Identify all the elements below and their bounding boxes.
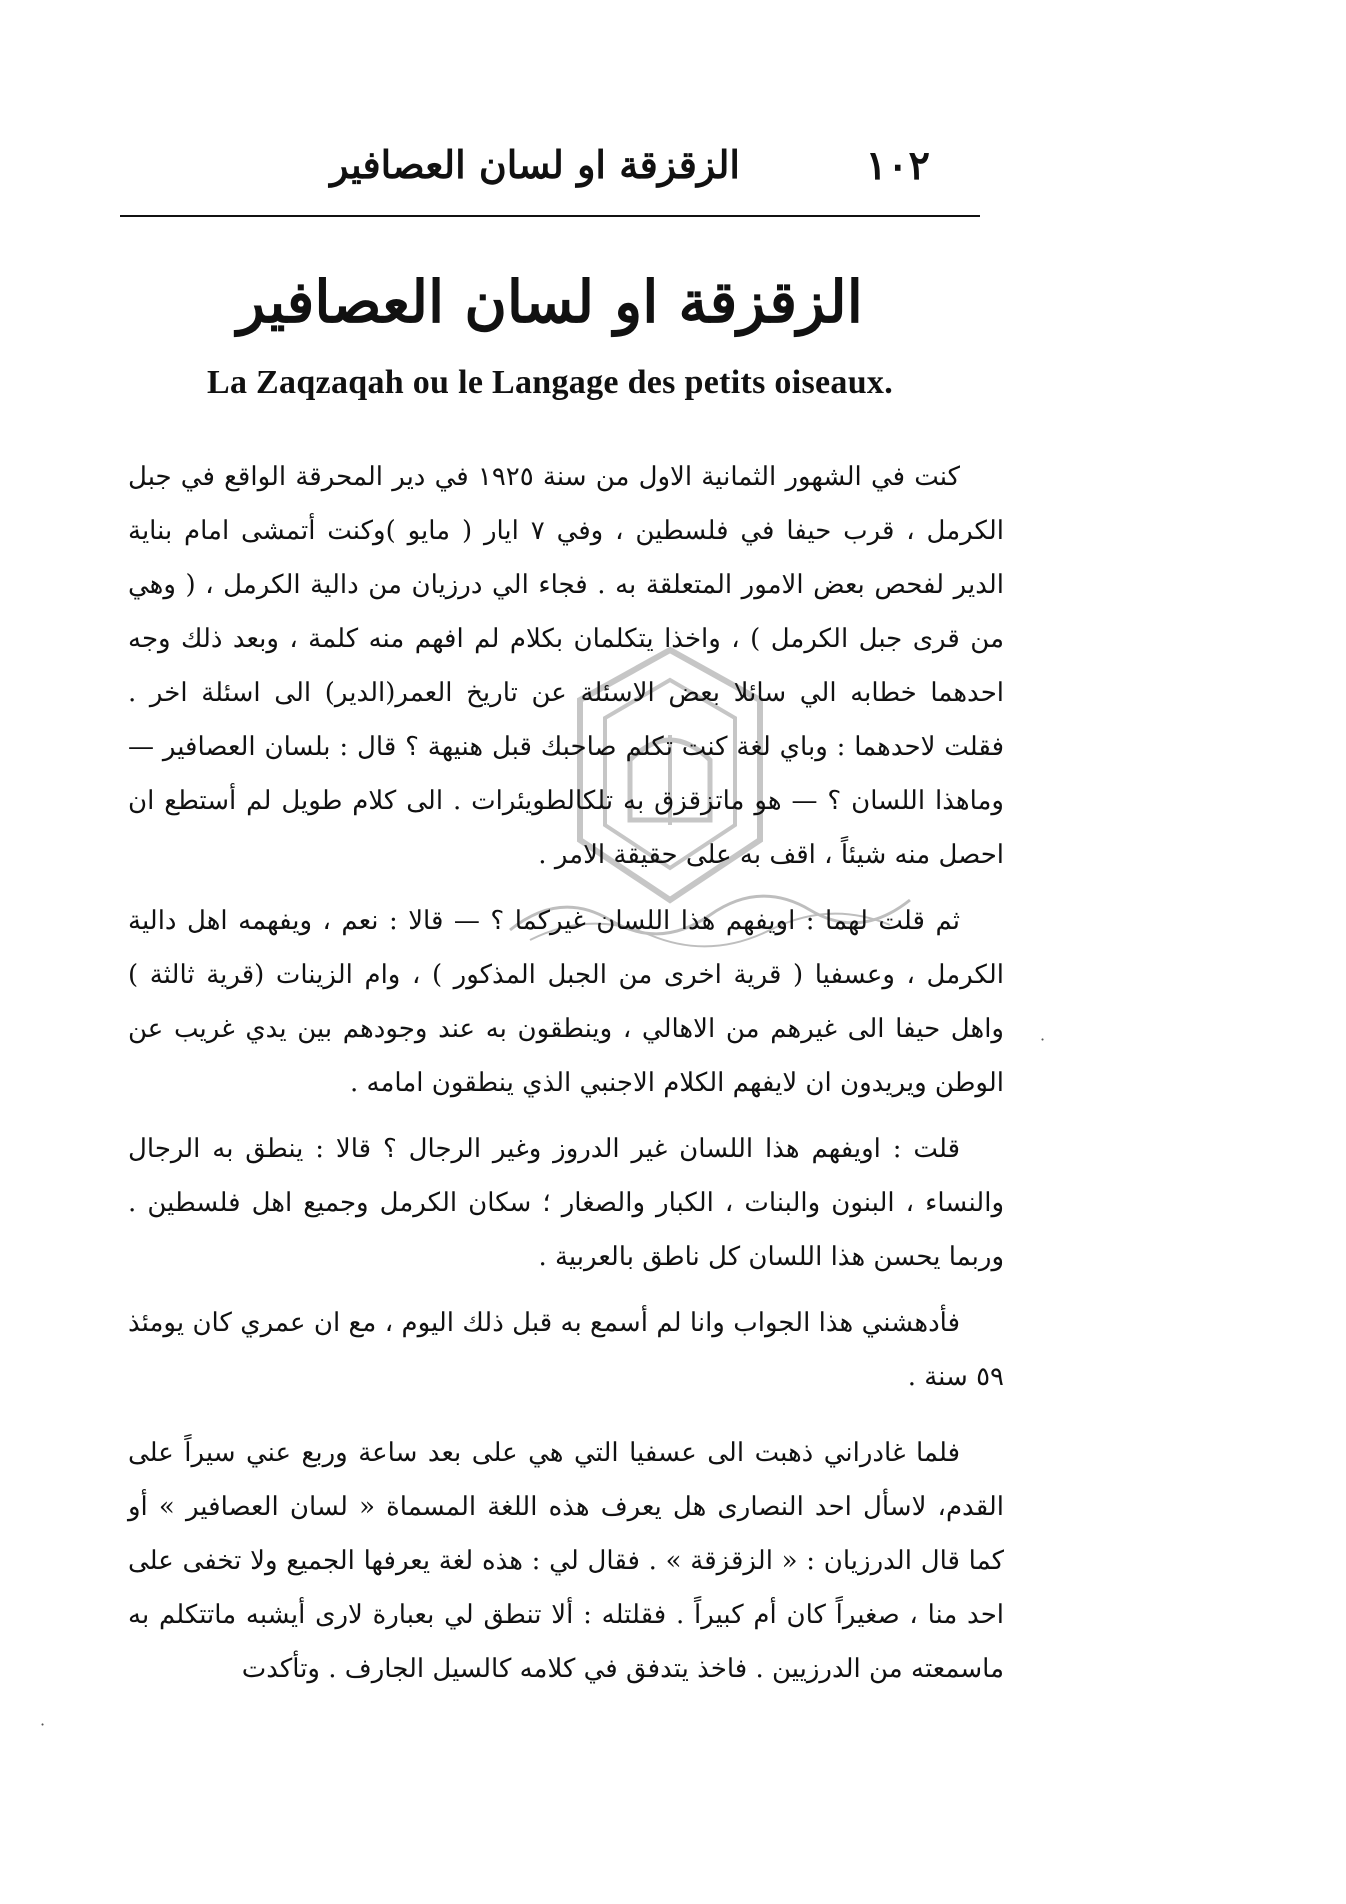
margin-mark: · xyxy=(40,1715,46,1734)
paragraph: فأدهشني هذا الجواب وانا لم أسمع به قبل ذلك اليوم ، مع ان عمري كان يومئذ ٥٩ سنة . xyxy=(128,1308,1004,1392)
paragraph: كنت في الشهور الثمانية الاول من سنة ١٩٢٥ في دير المحرقة الواقع في جبل الكرمل ، قرب حيفا في فلسطين ، وفي ٧ ايار ( مايو )وكنت أتمشى امام بناية الدير لفحص بعض الامور المتعلقة به . فجاء الي درزيان من دالية الكرمل ، ( وهي من قرى جبل الكرمل ) ، واخذا يتكلمان بكلام لم افهم منه كلمة ، وبعد ذلك وجه احدهما خطابه الي سائلا بعض الاسئلة عن تاريخ العمر(الدير) الى اسئلة اخر . فقلت لاحدهما : وباي لغة كنت تكلم صاحبك قبل هنيهة ؟ قال : بلسان العصافير — وماهذا اللسان ؟ — هو ماتزقزق به تلكالطويئرات . الى كلام طويل لم أستطع ان احصل منه شيئاً ، اقف به على حقيقة الامر . xyxy=(128,462,1005,870)
article-title-arabic: الزقزقة او لسان العصافير xyxy=(237,268,863,336)
margin-mark: · xyxy=(1040,1030,1046,1049)
running-title: الزقزقة او لسان العصافير xyxy=(330,142,740,187)
paragraph: فلما غادراني ذهبت الى عسفيا التي هي على بعد ساعة وربع عني سيراً على القدم، لاسأل احد النصارى هل يعرف هذه اللغة المسماة « لسان العصافير » أو كما قال الدرزيان : « الزقزقة » . فقال لي : هذه لغة يعرفها الجميع ولا تخفى على احد منا ، صغيراً كان أم كبيراً . فقلتله : ألا تنطق لي بعبارة لارى أيشبه ماتتكلم به ماسمعته من الدرزيين . فاخذ يتدفق في كلامه كالسيل الجارف . وتأكدت xyxy=(128,1438,1004,1684)
header-rule xyxy=(120,215,980,217)
body-text xyxy=(128,450,1004,1708)
paragraph: ثم قلت لهما : اويفهم هذا اللسان غيركما ؟ — قالا : نعم ، ويفهمه اهل دالية الكرمل ، وعسفيا ( قرية اخرى من الجبل المذكور ) ، وام الزينات (قرية ثالثة ) واهل حيفا الى غيرهم من الاهالي ، وينطقون به عند وجودهم بين يدي غريب عن الوطن ويريدون ان لايفهم الكلام الاجنبي الذي ينطقون امامه . xyxy=(128,906,1004,1098)
paragraph: قلت : اويفهم هذا اللسان غير الدروز وغير الرجال ؟ قالا : ينطق به الرجال والنساء ، البنون والبنات ، الكبار والصغار ؛ سكان الكرمل وجميع اهل فلسطين . وربما يحسن هذا اللسان كل ناطق بالعربية . xyxy=(128,1134,1004,1272)
running-header xyxy=(120,128,970,198)
page-number: ١٠٢ xyxy=(865,142,930,189)
article-title-french: La Zaqzaqah ou le Langage des petits oiseaux. xyxy=(206,364,894,401)
